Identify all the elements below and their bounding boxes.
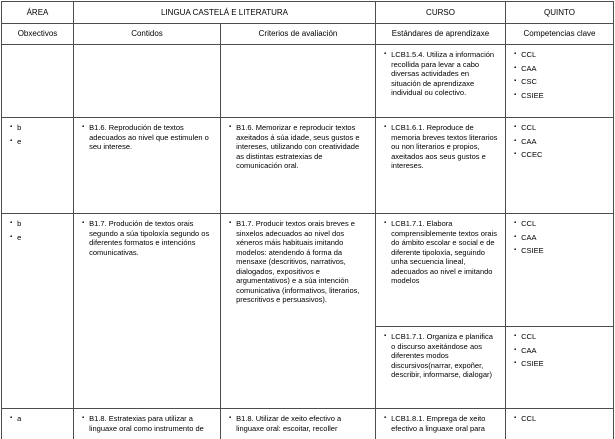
- column-header-criterios: Criterios de avaliación: [221, 24, 376, 45]
- bullet-item-text: CSIEE: [521, 246, 544, 255]
- bullet-item-text: CCL: [521, 123, 537, 132]
- bullet-item-text: CAA: [521, 345, 537, 355]
- column-header-estandares: Estándares de aprendizaxe: [376, 24, 506, 45]
- square-bullet-icon: ▪: [10, 415, 13, 421]
- bullet-item: [8, 137, 67, 147]
- bullet-item: [512, 414, 607, 424]
- bullet-item: [382, 123, 499, 171]
- cell-competencias: [506, 214, 614, 327]
- bullet-item: [512, 219, 607, 229]
- cell-competencias: [506, 327, 614, 409]
- bullet-item-text: CSC: [521, 77, 537, 86]
- square-bullet-icon: ▪: [514, 137, 517, 144]
- bullet-item-text: CAA: [521, 232, 537, 242]
- header-nivel: QUINTO: [506, 2, 614, 24]
- bullet-item-text: B1.6. Memorizar e reproducir textos axeitados á súa idade, seus gustos e intereses, utilizando con creatividade as distintas estratexias de comunicación oral.: [236, 123, 360, 170]
- square-bullet-icon: ▪: [514, 247, 517, 253]
- column-header-obxectivos: Obxectivos: [2, 24, 74, 45]
- cell-estandares: [376, 118, 506, 214]
- bullet-item-text: CAA: [521, 136, 537, 146]
- square-bullet-icon: ▪: [514, 233, 517, 240]
- cell-criterios: [221, 214, 376, 409]
- cell-competencias: [506, 45, 614, 118]
- bullet-item: [8, 123, 67, 133]
- square-bullet-icon: ▪: [514, 124, 517, 130]
- square-bullet-icon: ▪: [10, 220, 13, 226]
- cell-contidos: [74, 214, 221, 409]
- header-area: ÁREA: [2, 2, 74, 24]
- cell-contidos: [74, 409, 221, 439]
- bullet-item-text: b: [17, 219, 22, 228]
- square-bullet-icon: ▪: [384, 220, 387, 226]
- bullet-item: [382, 219, 499, 286]
- cell-obxectivos: [2, 214, 74, 409]
- cell-obxectivos: [2, 118, 74, 214]
- bullet-item-text: B1.8. Utilizar de xeito efectivo a linguaxe oral: escoitar, recoller: [236, 414, 342, 433]
- cell-criterios: [221, 409, 376, 439]
- cell-criterios: [221, 118, 376, 214]
- cell-competencias: [506, 118, 614, 214]
- bullet-item: [80, 219, 214, 257]
- bullet-item: [227, 219, 369, 305]
- square-bullet-icon: ▪: [229, 220, 232, 226]
- bullet-item: [382, 332, 499, 380]
- square-bullet-icon: ▪: [82, 220, 85, 226]
- square-bullet-icon: ▪: [514, 91, 517, 98]
- square-bullet-icon: ▪: [229, 415, 232, 421]
- bullet-item: [8, 219, 67, 229]
- bullet-item-text: LCB1.8.1. Emprega de xeito efectivo a linguaxe oral para: [391, 414, 486, 433]
- bullet-item-text: LCB1.7.1. Organiza e planifica o discurso axeitándose aos diferentes modos discursivos(narrar, expoñer, describir, informarse, dialogar): [391, 332, 493, 379]
- bullet-item: [227, 123, 369, 171]
- column-header-contidos: Contidos: [74, 24, 221, 45]
- header-subject: LINGUA CASTELÁ E LITERATURA: [74, 2, 376, 24]
- cell-criterios: [221, 45, 376, 118]
- bullet-item: [8, 414, 67, 424]
- bullet-item-text: e: [17, 136, 22, 146]
- bullet-item-text: CCL: [521, 50, 537, 59]
- bullet-item: [512, 346, 607, 356]
- curriculum-table: [1, 1, 614, 439]
- square-bullet-icon: ▪: [514, 220, 517, 226]
- bullet-item: [512, 50, 607, 60]
- cell-obxectivos: [2, 45, 74, 118]
- square-bullet-icon: ▪: [514, 415, 517, 421]
- table-row: [2, 118, 614, 214]
- square-bullet-icon: ▪: [514, 346, 517, 353]
- bullet-item-text: CCL: [521, 414, 537, 423]
- bullet-item-text: CAA: [521, 63, 537, 73]
- table-row: [2, 214, 614, 327]
- cell-contidos: [74, 118, 221, 214]
- square-bullet-icon: ▪: [10, 137, 13, 144]
- bullet-item: [512, 359, 607, 369]
- square-bullet-icon: ▪: [384, 415, 387, 421]
- cell-estandares: [376, 409, 506, 439]
- bullet-item: [80, 414, 214, 433]
- bullet-item-text: CSIEE: [521, 90, 544, 100]
- column-header-competencias: Competencias clave: [506, 24, 614, 45]
- bullet-item: [512, 246, 607, 256]
- square-bullet-icon: ▪: [10, 233, 13, 240]
- square-bullet-icon: ▪: [514, 333, 517, 339]
- bullet-item-text: B1.6. Reprodución de textos adecuados ao nivel que estimulen o seu interese.: [89, 123, 209, 151]
- bullet-item-text: CCL: [521, 332, 537, 341]
- bullet-item-text: b: [17, 123, 22, 132]
- bullet-item-text: e: [17, 232, 22, 242]
- cell-competencias: [506, 409, 614, 439]
- bullet-item-text: LCB1.7.1. Elabora comprensiblemente textos orais do ámbito escolar e social e de diferente tipoloxía, seguindo unha secuencia lineal, adecuados ao nivel e imitando modelos: [391, 219, 498, 285]
- bullet-item: [512, 332, 607, 342]
- square-bullet-icon: ▪: [384, 124, 387, 130]
- bullet-item-text: CCL: [521, 219, 537, 228]
- square-bullet-icon: ▪: [514, 78, 517, 84]
- bullet-item: [512, 91, 607, 101]
- bullet-item-text: LCB1.5.4. Utiliza a información recollida para levar a cabo diversas actividades en situación de aprendizaxe individual ou colectivo.: [391, 50, 495, 97]
- bullet-item: [382, 414, 499, 433]
- table-row: [2, 45, 614, 118]
- square-bullet-icon: ▪: [514, 64, 517, 71]
- header-row-columns: [2, 24, 614, 45]
- square-bullet-icon: ▪: [514, 360, 517, 366]
- cell-estandares: [376, 45, 506, 118]
- bullet-item: [512, 64, 607, 74]
- bullet-item-text: B1.7. Producir textos orais breves e sinxelos adecuados ao nivel dos xéneros máis habituais imitando modelos: atendendo á forma da mensaxe (descritivos, narrativos, dialogados, expositivos e argumentativos) e a súa intención comunicativa (informativos, literarios, prescritivos e persuasivos).: [236, 219, 360, 304]
- bullet-item-text: LCB1.6.1. Reproduce de memoria breves textos literarios ou non literarios e propios, axeitados aos seus gustos e intereses.: [391, 123, 498, 170]
- bullet-item-text: a: [17, 414, 22, 423]
- square-bullet-icon: ▪: [10, 124, 13, 130]
- bullet-item-text: CSIEE: [521, 359, 544, 368]
- cell-contidos: [74, 45, 221, 118]
- cell-obxectivos: [2, 409, 74, 439]
- bullet-item: [227, 414, 369, 433]
- square-bullet-icon: ▪: [82, 124, 85, 130]
- bullet-item: [512, 77, 607, 87]
- square-bullet-icon: ▪: [514, 151, 517, 157]
- square-bullet-icon: ▪: [384, 51, 387, 57]
- square-bullet-icon: ▪: [514, 51, 517, 57]
- bullet-item-text: CCEC: [521, 150, 543, 159]
- bullet-item: [512, 233, 607, 243]
- header-curso: CURSO: [376, 2, 506, 24]
- bullet-item-text: B1.7. Produción de textos orais segundo a súa tipoloxía segundo os diferentes formatos e intencións comunicativas.: [89, 219, 210, 257]
- square-bullet-icon: ▪: [82, 415, 85, 421]
- bullet-item: [512, 137, 607, 147]
- bullet-item-text: B1.8. Estratexias para utilizar a linguaxe oral como instrumento de: [89, 414, 204, 433]
- cell-estandares: [376, 214, 506, 327]
- bullet-item: [8, 233, 67, 243]
- bullet-item: [80, 123, 214, 152]
- square-bullet-icon: ▪: [384, 333, 387, 339]
- header-row-top: [2, 2, 614, 24]
- square-bullet-icon: ▪: [229, 124, 232, 130]
- bullet-item: [382, 50, 499, 98]
- bullet-item: [512, 150, 607, 160]
- cell-estandares: [376, 327, 506, 409]
- table-row: [2, 409, 614, 439]
- bullet-item: [512, 123, 607, 133]
